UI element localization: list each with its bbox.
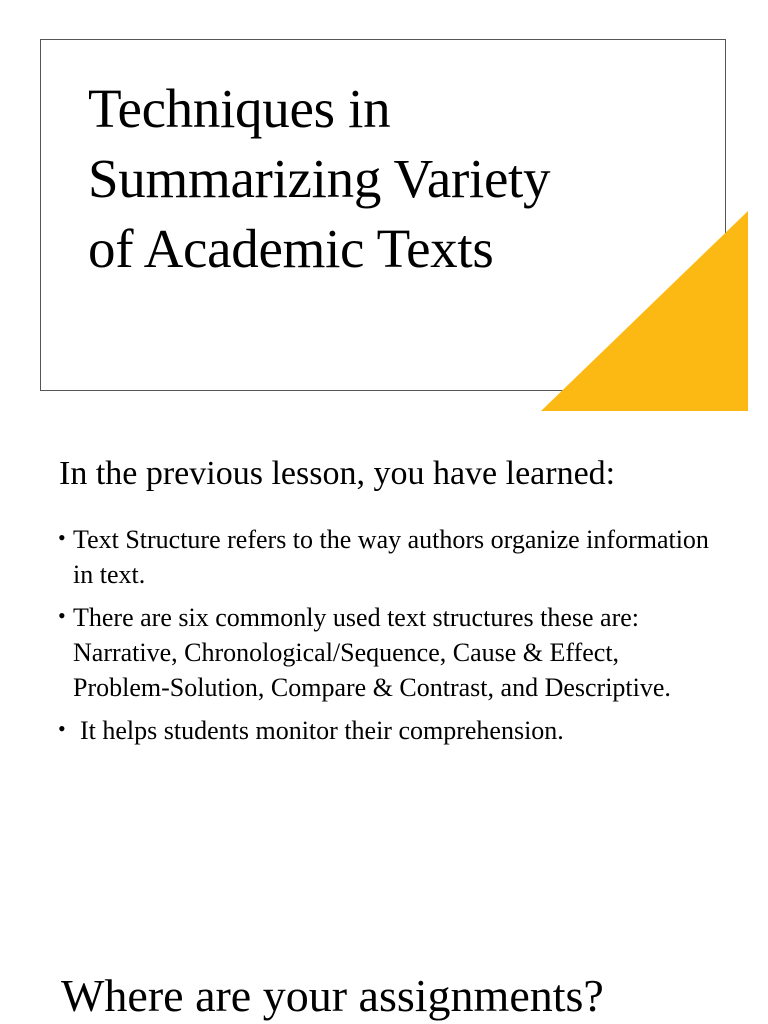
list-item	[58, 522, 718, 592]
bullet-text: Text Structure refers to the way authors organize information in text.	[73, 525, 709, 589]
slide-title-line-1: Techniques in	[88, 78, 391, 139]
assignments-slide	[0, 960, 768, 1024]
previous-lesson-slide	[0, 430, 768, 850]
slide-title	[88, 74, 688, 284]
list-item	[58, 713, 718, 748]
list-item	[58, 600, 718, 705]
bullet-text: It helps students monitor their comprehension.	[80, 716, 564, 745]
bullet-icon: •	[58, 603, 66, 628]
bullet-icon: •	[58, 716, 66, 741]
title-slide	[0, 0, 768, 420]
bullet-text: There are six commonly used text structures these are: Narrative, Chronological/Sequence, Cause & Effect, Problem-Solution, Compare & Contrast, and Descriptive.	[73, 603, 671, 702]
bullet-list	[58, 522, 718, 756]
slide-title-line-2: Summarizing Variety	[88, 148, 551, 209]
assignments-heading: Where are your assignments?	[61, 970, 604, 1021]
slide-title-line-3: of Academic Texts	[88, 218, 494, 279]
lesson-heading: In the previous lesson, you have learned:	[59, 455, 616, 492]
bullet-icon: •	[58, 525, 66, 550]
